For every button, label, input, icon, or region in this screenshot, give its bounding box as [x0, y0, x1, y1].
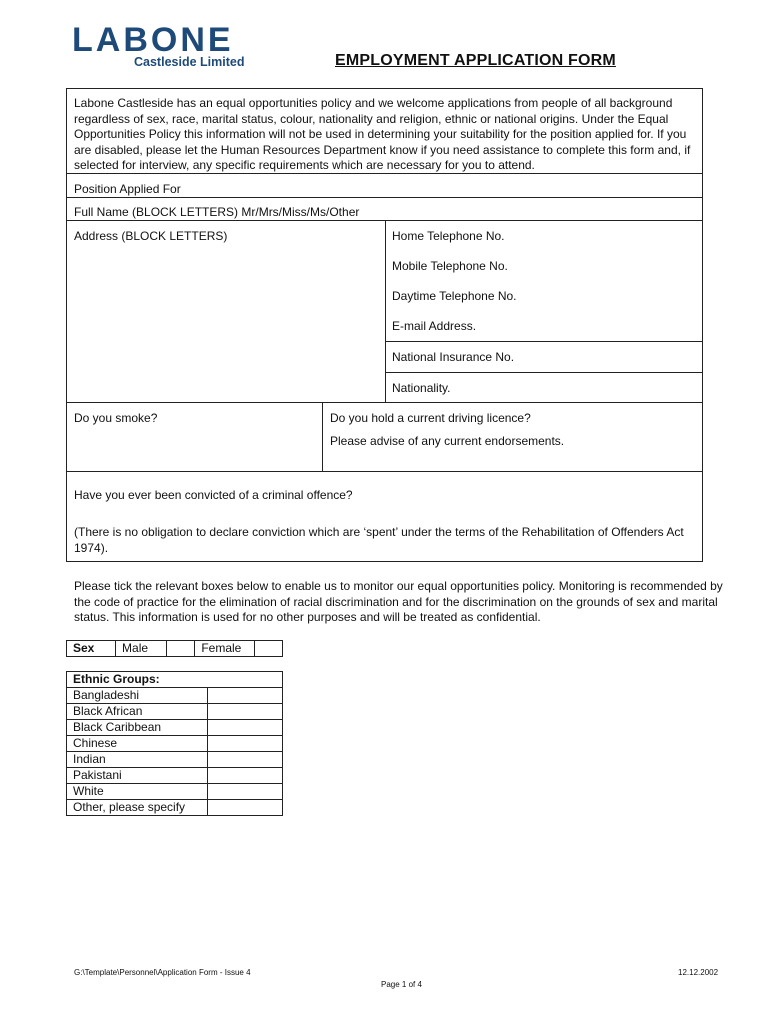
female-label: Female [195, 641, 254, 657]
ethnic-group-checkbox[interactable] [208, 720, 283, 736]
smoke-field[interactable]: Do you smoke? [74, 411, 158, 425]
male-checkbox[interactable] [167, 641, 195, 657]
sex-table [66, 640, 283, 657]
monitoring-paragraph: Please tick the relevant boxes below to enable us to monitor our equal opportunities policy. Monitoring is recommended by the code of practice for the elimination of racial discrimination and for the discrimination on the grounds of sex and marital status. This information is used for no other purposes and will be treated as confidential. [74, 579, 723, 624]
table-row [67, 704, 283, 720]
ethnic-group-label: Other, please specify [67, 800, 208, 816]
ethnic-group-checkbox[interactable] [208, 752, 283, 768]
divider [66, 402, 703, 403]
page-number: Page 1 of 4 [381, 980, 422, 989]
daytime-telephone-field[interactable]: Daytime Telephone No. [392, 289, 517, 303]
email-field[interactable]: E-mail Address. [392, 319, 477, 333]
ethnic-group-label: Indian [67, 752, 208, 768]
ethnic-group-label: Black Caribbean [67, 720, 208, 736]
table-row [67, 752, 283, 768]
table-row [67, 688, 283, 704]
female-checkbox[interactable] [254, 641, 282, 657]
driving-licence-field[interactable]: Do you hold a current driving licence? [330, 411, 531, 425]
position-applied-field[interactable]: Position Applied For [74, 182, 181, 196]
ethnic-group-checkbox[interactable] [208, 704, 283, 720]
divider [322, 402, 323, 471]
ethnic-group-checkbox[interactable] [208, 688, 283, 704]
ethnic-groups-table [66, 671, 283, 816]
address-field[interactable]: Address (BLOCK LETTERS) [74, 229, 228, 243]
male-label: Male [116, 641, 167, 657]
ethnic-group-label: Black African [67, 704, 208, 720]
company-logo: LABONE [72, 21, 234, 59]
ethnic-group-label: Bangladeshi [67, 688, 208, 704]
table-row [67, 736, 283, 752]
endorsements-field[interactable]: Please advise of any current endorsements. [330, 434, 565, 448]
ethnic-group-checkbox[interactable] [208, 784, 283, 800]
form-title: EMPLOYMENT APPLICATION FORM [335, 52, 616, 69]
company-logo-subtitle: Castleside Limited [134, 55, 245, 69]
ethnic-group-checkbox[interactable] [208, 768, 283, 784]
ethnic-group-label: Chinese [67, 736, 208, 752]
national-insurance-field[interactable]: National Insurance No. [392, 350, 515, 364]
divider [66, 471, 703, 472]
intro-paragraph: Labone Castleside has an equal opportunities policy and we welcome applications from people of all background regardless of sex, race, marital status, colour, nationality and religion, ethnic or national origins. Under the Equal Opportunities Policy this information will not be used in determining your suitability for the position applied for. If you are disabled, please let the Human Resources Department know if you need assistance to complete this form and, if selected for interview, any specific requirements which are necessary for you to attend. [74, 96, 691, 172]
sex-label: Sex [67, 641, 116, 657]
ethnic-groups-header: Ethnic Groups: [67, 672, 283, 688]
criminal-offence-field[interactable]: Have you ever been convicted of a criminal offence? [74, 488, 353, 502]
ethnic-group-checkbox[interactable] [208, 736, 283, 752]
ethnic-group-label: Pakistani [67, 768, 208, 784]
nationality-field[interactable]: Nationality. [392, 381, 451, 395]
table-row [67, 784, 283, 800]
divider [385, 220, 386, 402]
table-row [67, 720, 283, 736]
ethnic-group-checkbox[interactable] [208, 800, 283, 816]
mobile-telephone-field[interactable]: Mobile Telephone No. [392, 259, 508, 273]
divider [385, 341, 703, 342]
footer-date: 12.12.2002 [678, 968, 719, 977]
ethnic-group-label: White [67, 784, 208, 800]
criminal-note: (There is no obligation to declare conviction which are ‘spent’ under the terms of the Rehabilitation of Offenders Act 1974). [74, 525, 684, 555]
full-name-field[interactable]: Full Name (BLOCK LETTERS) Mr/Mrs/Miss/Ms/Other [74, 205, 360, 219]
footer-path: G:\Template\Personnel\Application Form - Issue 4 [74, 968, 251, 977]
divider [385, 372, 703, 373]
home-telephone-field[interactable]: Home Telephone No. [392, 229, 505, 243]
table-row [67, 800, 283, 816]
table-row [67, 768, 283, 784]
